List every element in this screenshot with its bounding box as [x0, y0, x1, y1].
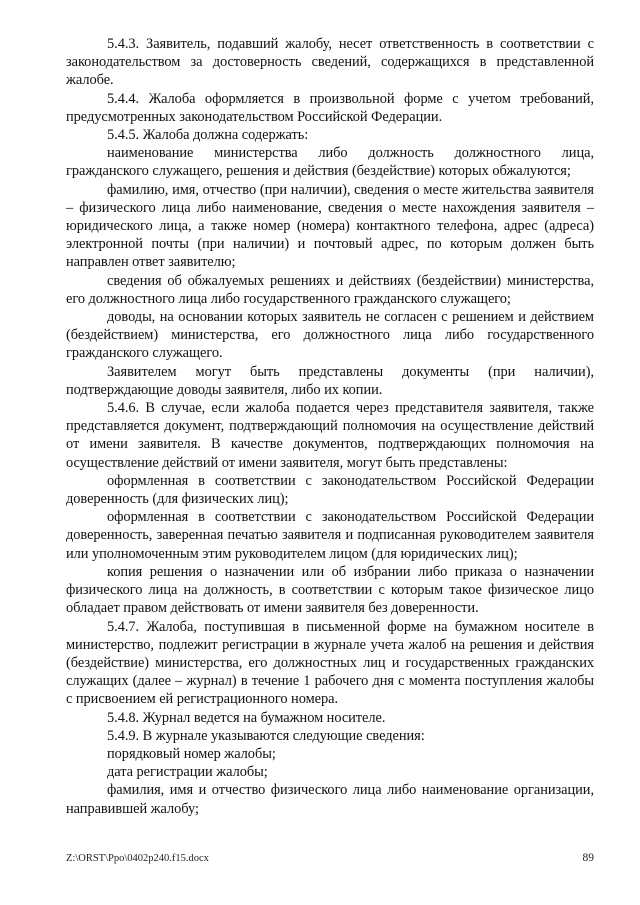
paragraph: фамилию, имя, отчество (при наличии), сведения о месте жительства заявителя – физического лица либо наименование, сведения о месте нахождения заявителя – юридического лица, а также номер (номера) контактного телефона, адрес (адреса) электронной почты (при наличии) и почтовый адрес, по которым должен быть направлен ответ заявителю;	[66, 181, 594, 271]
paragraph: 5.4.6. В случае, если жалоба подается через представителя заявителя, также представляется документ, подтверждающий полномочия на осуществление действий от имени заявителя. В качестве документов, подтверждающих полномочия на осуществление действий от имени заявителя, могут быть представлены:	[66, 400, 594, 471]
paragraph: фамилия, имя и отчество физического лица либо наименование организации, направившей жалобу;	[66, 782, 594, 817]
paragraph: 5.4.9. В журнале указываются следующие сведения:	[107, 727, 425, 744]
paragraph: копия решения о назначении или об избрании либо приказа о назначении физического лица на должность, в соответствии с которым такое физическое лицо обладает правом действовать от имени заявителя без доверенности.	[66, 563, 594, 617]
paragraph: сведения об обжалуемых решениях и действиях (бездействии) министерства, его должностного лица либо государственного гражданского служащего;	[66, 272, 594, 307]
paragraph: Заявителем могут быть представлены документы (при наличии), подтверждающие доводы заявителя, либо их копии.	[66, 363, 594, 398]
paragraph: наименование министерства либо должность должностного лица, гражданского служащего, решения и действия (бездействие) которых обжалуются;	[66, 145, 594, 180]
paragraph: оформленная в соответствии с законодательством Российской Федерации доверенность (для физических лиц);	[66, 472, 594, 508]
paragraph: доводы, на основании которых заявитель не согласен с решением и действием (бездействием) министерства, его должностного лица либо государственного гражданского служащего.	[66, 309, 594, 362]
footer-page-number: 89	[582, 852, 594, 864]
paragraph: 5.4.7. Жалоба, поступившая в письменной форме на бумажном носителе в министерство, подлежит регистрации в журнале учета жалоб на решения и действия (бездействие) министерства, его должностных лиц и государственных гражданских служащих (далее – журнал) в течение 1 рабочего дня с момента поступления жалобы с присвоением ей регистрационного номера.	[66, 618, 594, 708]
paragraph: 5.4.8. Журнал ведется на бумажном носителе.	[107, 709, 386, 726]
document-body	[66, 35, 594, 818]
paragraph: 5.4.3. Заявитель, подавший жалобу, несет ответственность в соответствии с законодательством за достоверность сведений, содержащихся в представленной жалобе.	[66, 36, 594, 89]
paragraph: 5.4.4. Жалоба оформляется в произвольной форме с учетом требований, предусмотренных законодательством Российской Федерации.	[66, 90, 594, 125]
paragraph: дата регистрации жалобы;	[107, 764, 268, 781]
paragraph: порядковый номер жалобы;	[107, 745, 276, 762]
paragraph: 5.4.5. Жалоба должна содержать:	[107, 127, 309, 144]
footer-file-path: Z:\ORST\Ppo\0402p240.f15.docx	[66, 853, 209, 864]
paragraph: оформленная в соответствии с законодательством Российской Федерации доверенность, заверенная печатью заявителя и подписанная руководителем заявителя или уполномоченным этим руководителем лицом (для юридических лиц);	[66, 509, 594, 562]
